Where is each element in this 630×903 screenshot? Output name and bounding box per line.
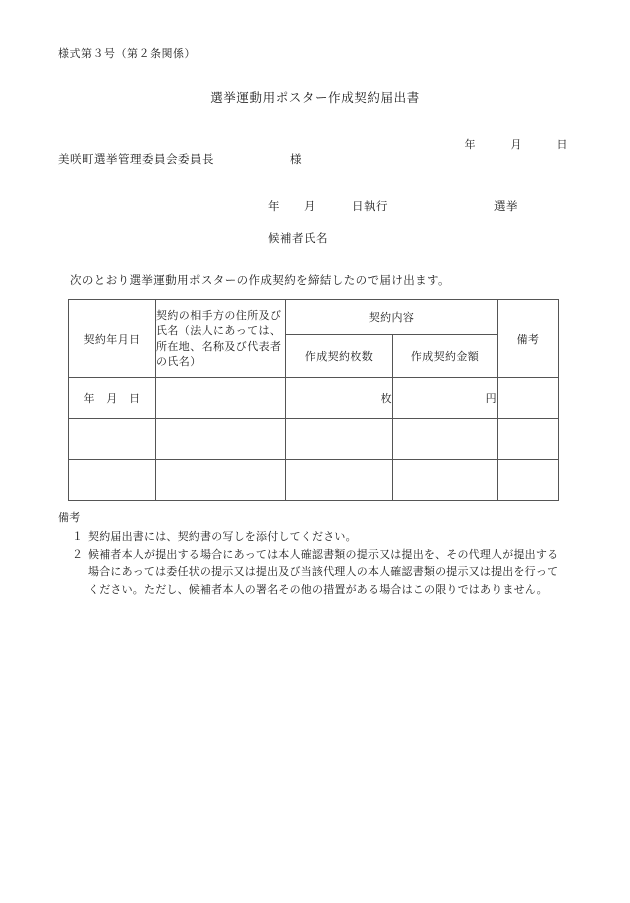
header-sheets: 作成契約枚数	[286, 335, 393, 378]
submission-date-line: 年 月 日	[464, 138, 568, 151]
page-title: 選挙運動用ポスター作成契約届出書	[210, 90, 420, 105]
note-item	[58, 546, 568, 599]
cell-contract-date[interactable]: 年 月 日	[69, 378, 156, 419]
table-row[interactable]	[69, 460, 559, 501]
notes-section	[58, 509, 568, 599]
cell-remarks[interactable]	[498, 460, 559, 501]
cell-amount[interactable]	[393, 460, 498, 501]
cell-amount[interactable]: 円	[393, 378, 498, 419]
election-execution-line	[268, 198, 518, 214]
cell-sheets[interactable]	[286, 419, 393, 460]
header-amount: 作成契約金額	[393, 335, 498, 378]
addressee-name: 美咲町選挙管理委員会委員長	[58, 152, 214, 166]
addressee	[58, 151, 302, 167]
contract-table	[68, 299, 559, 501]
cell-remarks[interactable]	[498, 419, 559, 460]
cell-contract-date[interactable]	[69, 419, 156, 460]
header-contract-details: 契約内容	[286, 300, 498, 335]
cell-contract-date[interactable]	[69, 460, 156, 501]
note-number: １	[72, 529, 84, 543]
header-counterparty: 契約の相手方の住所及び氏名（法人にあっては、所在地、名称及び代表者の氏名）	[156, 300, 286, 378]
cell-counterparty[interactable]	[156, 460, 286, 501]
cell-sheets[interactable]	[286, 460, 393, 501]
note-text: 契約届出書には、契約書の写しを添付してください。	[88, 529, 357, 543]
cell-counterparty[interactable]	[156, 378, 286, 419]
cell-counterparty[interactable]	[156, 419, 286, 460]
election-label: 選挙	[494, 199, 518, 213]
execution-date: 年 月 日執行	[268, 199, 388, 213]
addressee-honorific: 様	[290, 152, 302, 166]
header-contract-date: 契約年月日	[69, 300, 156, 378]
cell-amount[interactable]	[393, 419, 498, 460]
note-number: ２	[72, 547, 84, 561]
cell-sheets[interactable]: 枚	[286, 378, 393, 419]
table-row[interactable]	[69, 378, 559, 419]
candidate-name-label: 候補者氏名	[268, 231, 328, 245]
cell-remarks[interactable]	[498, 378, 559, 419]
note-item	[58, 528, 568, 546]
intro-sentence: 次のとおり選挙運動用ポスターの作成契約を締結したので届け出ます。	[70, 273, 450, 287]
table-header-row-1	[69, 300, 559, 335]
note-text: 候補者本人が提出する場合にあっては本人確認書類の提示又は提出を、その代理人が提出する場合にあっては委任状の提示又は提出及び当該代理人の本人確認書類の提示又は提出を行ってください。ただし、候補者本人の署名その他の措置がある場合はこの限りではありません。	[88, 547, 559, 597]
table-row[interactable]	[69, 419, 559, 460]
notes-title: 備考	[58, 511, 81, 524]
header-remarks: 備考	[498, 300, 559, 378]
form-number: 様式第３号（第２条関係）	[58, 47, 196, 60]
